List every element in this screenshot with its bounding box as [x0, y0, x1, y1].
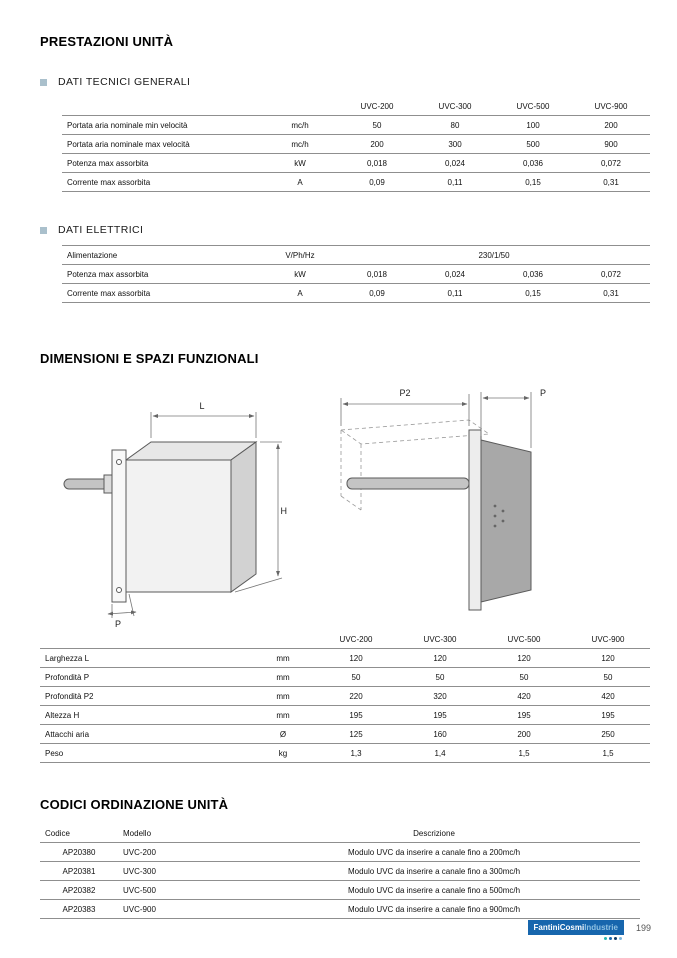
cell-value: 0,018 — [366, 269, 388, 279]
column-header: UVC-900 — [591, 634, 625, 644]
cell-descrizione: Modulo UVC da inserire a canale fino a 500mc/h — [347, 885, 521, 895]
cell-value: 80 — [450, 120, 460, 130]
square-bullet-icon — [40, 227, 47, 234]
cell-value: 0,11 — [447, 288, 463, 298]
row-label: Alimentazione — [67, 250, 118, 260]
cell-value: 195 — [601, 710, 615, 720]
column-header: UVC-500 — [516, 101, 550, 111]
row-label: Altezza H — [45, 710, 80, 720]
column-header: UVC-200 — [360, 101, 394, 111]
row-unit: kW — [294, 269, 306, 279]
page-number: 199 — [635, 923, 651, 933]
cell-value: 320 — [433, 691, 447, 701]
cell-value-span: 230/1/50 — [478, 250, 510, 260]
cell-value: 0,036 — [522, 269, 544, 279]
cell-descrizione: Modulo UVC da inserire a canale fino a 300mc/h — [347, 866, 521, 876]
cell-value: 50 — [435, 672, 445, 682]
cell-value: 0,09 — [369, 288, 385, 298]
cell-value: 120 — [517, 653, 531, 663]
heading-label: DATI TECNICI GENERALI — [58, 76, 191, 88]
cell-value: 195 — [433, 710, 447, 720]
empty-header-cell — [62, 97, 262, 116]
row-unit: kg — [278, 748, 288, 758]
heading-label: DATI ELETTRICI — [58, 224, 144, 236]
heading-dati-elettrici — [40, 224, 650, 236]
empty-header-cell — [40, 630, 252, 649]
row-label: Profondità P2 — [45, 691, 94, 701]
cell-value: 0,036 — [522, 158, 544, 168]
cell-modello: UVC-500 — [123, 885, 156, 895]
cell-value: 160 — [433, 729, 447, 739]
drawing-unit-front-view — [54, 378, 289, 628]
cell-value: 220 — [349, 691, 363, 701]
table-header-row — [40, 630, 650, 649]
drawing-unit-side-view — [319, 378, 609, 628]
row-label: Peso — [45, 748, 64, 758]
cell-value: 1,5 — [602, 748, 614, 758]
empty-header-cell — [262, 97, 338, 116]
cell-value: 200 — [517, 729, 531, 739]
cell-modello: UVC-900 — [123, 904, 156, 914]
cell-value: 50 — [603, 672, 613, 682]
row-unit: mc/h — [291, 120, 309, 130]
row-unit: mm — [276, 710, 290, 720]
cell-value: 120 — [349, 653, 363, 663]
cell-value: 0,31 — [603, 177, 619, 187]
cell-descrizione: Modulo UVC da inserire a canale fino a 900mc/h — [347, 904, 521, 914]
cell-value: 1,4 — [434, 748, 446, 758]
cell-value: 195 — [517, 710, 531, 720]
logo-dot-icon — [619, 937, 622, 940]
row-label: Potenza max assorbita — [67, 269, 149, 279]
title-prestazioni-unita: PRESTAZIONI UNITÀ — [40, 34, 174, 49]
cell-value: 125 — [349, 729, 363, 739]
brand-logo-box — [528, 920, 624, 935]
table-header-row — [40, 824, 640, 843]
row-label: Profondità P — [45, 672, 90, 682]
brand-logo-text: FantiniCosmi — [533, 922, 585, 932]
table-row — [62, 135, 650, 154]
cell-value: 0,072 — [600, 158, 622, 168]
cell-codice: AP20381 — [62, 866, 96, 876]
column-header: UVC-300 — [423, 634, 457, 644]
page-footer — [528, 920, 651, 940]
cell-value: 420 — [601, 691, 615, 701]
dimension-label-P: P — [114, 619, 122, 628]
cell-modello: UVC-200 — [123, 847, 156, 857]
cell-descrizione: Modulo UVC da inserire a canale fino a 200mc/h — [347, 847, 521, 857]
column-header: UVC-500 — [507, 634, 541, 644]
cell-value: 0,024 — [444, 269, 466, 279]
row-unit: A — [297, 288, 303, 298]
table-row — [40, 900, 640, 919]
row-label: Corrente max assorbita — [67, 288, 151, 298]
cell-value: 0,024 — [444, 158, 466, 168]
technical-drawings — [40, 378, 650, 628]
cell-value: 200 — [604, 120, 618, 130]
cell-codice: AP20382 — [62, 885, 96, 895]
cell-value: 0,15 — [525, 177, 541, 187]
table-header-row — [62, 97, 650, 116]
brand-logo-dots — [528, 937, 624, 940]
cell-value: 1,3 — [350, 748, 362, 758]
heading-dati-tecnici-generali — [40, 76, 650, 88]
table-row — [62, 284, 650, 303]
cell-value: 500 — [526, 139, 540, 149]
row-unit: mc/h — [291, 139, 309, 149]
dati-tecnici-table — [62, 97, 650, 192]
cell-value: 120 — [433, 653, 447, 663]
cell-value: 0,09 — [369, 177, 385, 187]
dimension-label-H: H — [280, 506, 287, 516]
table-row — [40, 725, 650, 744]
column-header: UVC-200 — [339, 634, 373, 644]
cell-value: 0,15 — [525, 288, 541, 298]
cell-value: 195 — [349, 710, 363, 720]
table-row — [40, 706, 650, 725]
logo-dot-icon — [609, 937, 612, 940]
table-row — [40, 744, 650, 763]
cell-value: 0,018 — [366, 158, 388, 168]
column-header-modello: Modello — [123, 828, 152, 838]
row-unit: mm — [276, 672, 290, 682]
row-label: Corrente max assorbita — [67, 177, 151, 187]
cell-value: 50 — [372, 120, 382, 130]
table-row — [40, 668, 650, 687]
cell-codice: AP20383 — [62, 904, 96, 914]
table-row — [62, 154, 650, 173]
dimensioni-table — [40, 630, 650, 763]
cell-value: 300 — [448, 139, 462, 149]
row-unit: mm — [276, 653, 290, 663]
row-label: Portata aria nominale min velocità — [67, 120, 188, 130]
logo-dot-icon — [614, 937, 617, 940]
table-row — [40, 881, 640, 900]
row-unit: kW — [294, 158, 306, 168]
cell-value: 1,5 — [518, 748, 530, 758]
cell-value: 100 — [526, 120, 540, 130]
table-row — [62, 116, 650, 135]
dimension-label-P2: P2 — [399, 388, 411, 398]
row-label: Attacchi aria — [45, 729, 90, 739]
cell-value: 50 — [351, 672, 361, 682]
table-row — [40, 862, 640, 881]
logo-dot-icon — [604, 937, 607, 940]
brand-logo-suffix: Industrie — [584, 922, 618, 932]
cell-value: 420 — [517, 691, 531, 701]
table-row — [40, 843, 640, 862]
cell-value: 0,11 — [447, 177, 463, 187]
row-label: Potenza max assorbita — [67, 158, 149, 168]
cell-value: 0,072 — [600, 269, 622, 279]
row-unit: Ø — [279, 729, 287, 739]
square-bullet-icon — [40, 79, 47, 86]
table-row — [62, 246, 650, 265]
row-unit: mm — [276, 691, 290, 701]
table-row — [62, 173, 650, 192]
table-row — [62, 265, 650, 284]
cell-value: 250 — [601, 729, 615, 739]
column-header: UVC-900 — [594, 101, 628, 111]
table-row — [40, 649, 650, 668]
column-header: UVC-300 — [438, 101, 472, 111]
title-dimensioni-spazi: DIMENSIONI E SPAZI FUNZIONALI — [40, 351, 259, 366]
dimension-label-P-right: P — [540, 388, 547, 398]
cell-value: 0,31 — [603, 288, 619, 298]
table-row — [40, 687, 650, 706]
column-header-codice: Codice — [45, 828, 70, 838]
row-label: Larghezza L — [45, 653, 90, 663]
cell-value: 200 — [370, 139, 384, 149]
codici-ordinazione-table — [40, 824, 640, 919]
column-header-descrizione: Descrizione — [413, 828, 455, 838]
row-label: Portata aria nominale max velocità — [67, 139, 190, 149]
cell-value: 900 — [604, 139, 618, 149]
row-unit: V/Ph/Hz — [285, 250, 315, 260]
dati-elettrici-table — [62, 245, 650, 303]
cell-modello: UVC-300 — [123, 866, 156, 876]
row-unit: A — [297, 177, 303, 187]
cell-value: 50 — [519, 672, 529, 682]
cell-value: 120 — [601, 653, 615, 663]
dimension-label-L: L — [199, 401, 205, 411]
title-codici-ordinazione: CODICI ORDINAZIONE UNITÀ — [40, 797, 229, 812]
cell-codice: AP20380 — [62, 847, 96, 857]
empty-header-cell — [252, 630, 314, 649]
brand-logo — [528, 920, 624, 940]
